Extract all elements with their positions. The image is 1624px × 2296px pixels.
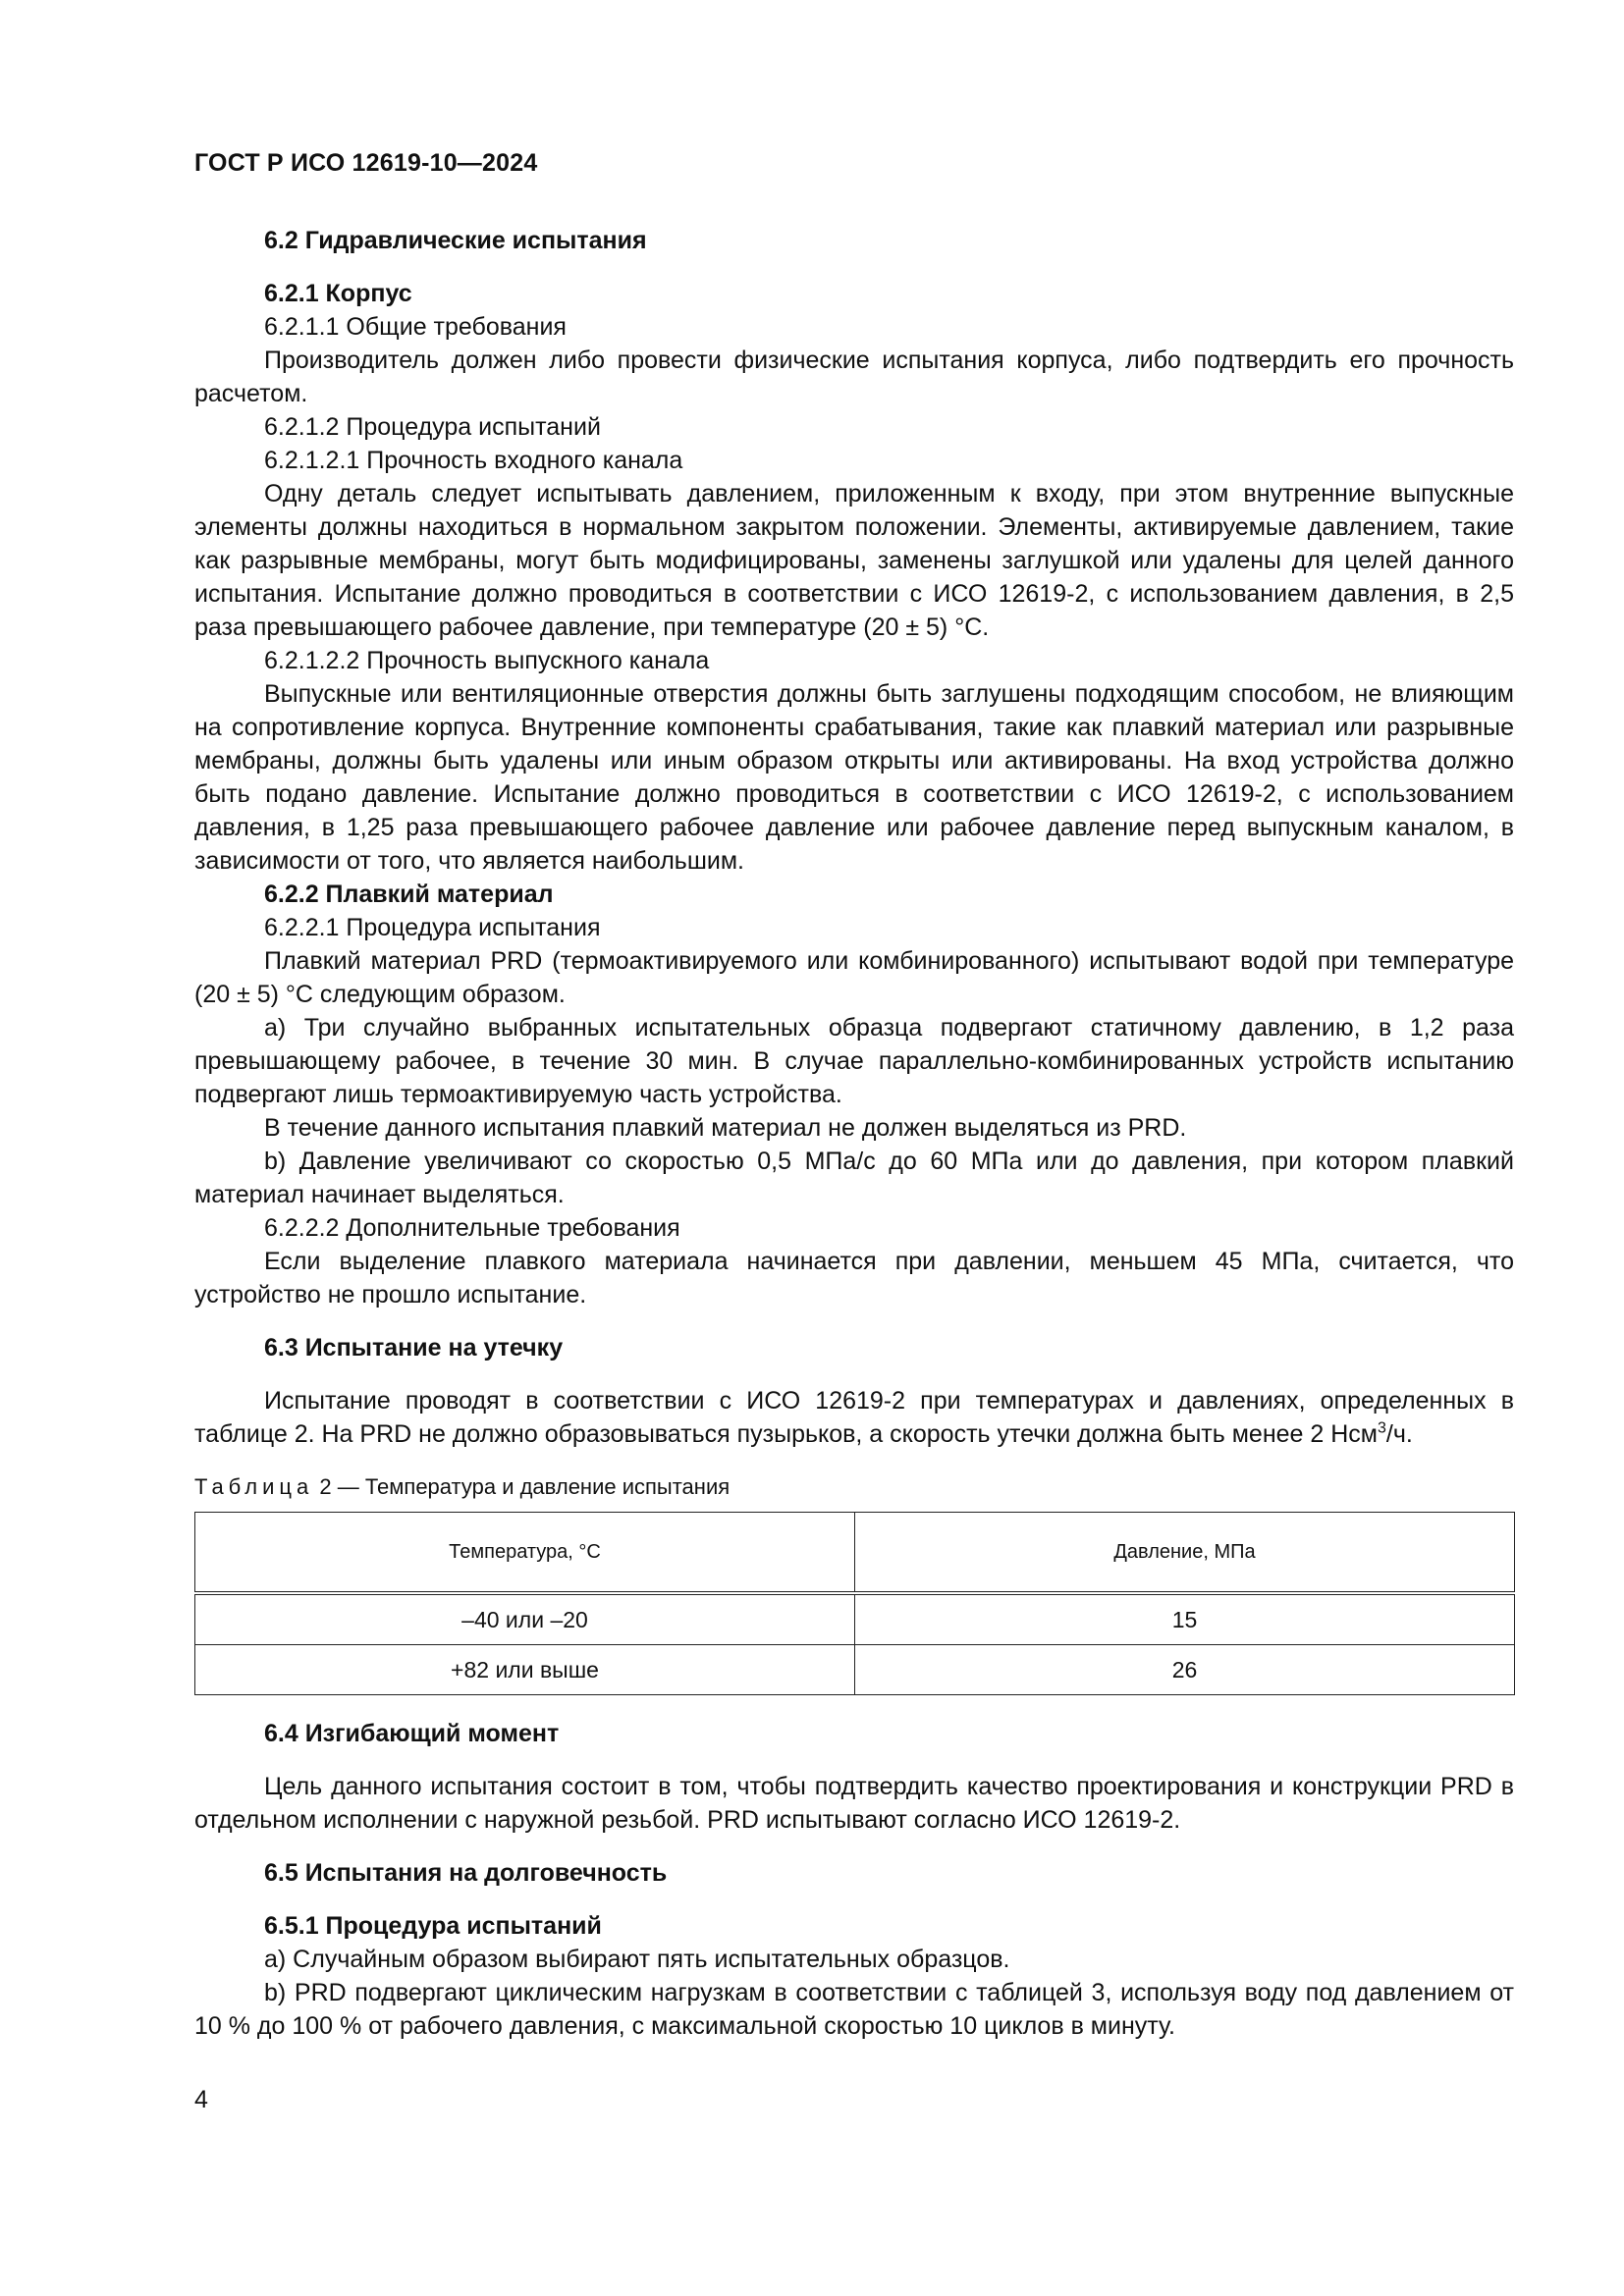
- paragraph-inlet-strength: Одну деталь следует испытывать давлением, приложенным к входу, при этом внутренние выпускные элементы должны находиться в нормальном закрытом положении. Элементы, активируемые давлением, такие как разрывные мембраны, могут быть модифицированы, заменены заглушкой или удалены для целей данного испытания. Испытание должно проводиться в соответствии с ИСО 12619-2, с использованием давления, в 2,5 раза превышающего рабочее давление, при температуре (20 ± 5) °С.: [194, 480, 1514, 641]
- list-item-b: b) Давление увеличивают со скоростью 0,5 МПа/с до 60 МПа или до давления, при котором плавкий материал начинает выделяться.: [194, 1148, 1514, 1208]
- table-cell-temperature: +82 или выше: [195, 1645, 855, 1695]
- table-row: [195, 1645, 1515, 1695]
- list-item-a: а) Три случайно выбранных испытательных образца подвергают статичному давлению, в 1,2 раза превышающему рабочее, в течение 30 мин. В случае параллельно-комбинированных устройств испытанию подвергают лишь термоактивируемую часть устройства.: [194, 1014, 1514, 1108]
- table-caption-text: 2 — Температура и давление испытания: [313, 1474, 731, 1499]
- list-item-a-durability: а) Случайным образом выбирают пять испытательных образцов.: [264, 1946, 1010, 1973]
- section-6-2-1-heading: 6.2.1 Корпус: [264, 280, 412, 307]
- subsection-6-2-1-1: 6.2.1.1 Общие требования: [264, 313, 567, 341]
- subsection-6-2-1-2-2: 6.2.1.2.2 Прочность выпускного канала: [264, 647, 710, 674]
- leak-test-text: Испытание проводят в соответствии с ИСО 12619-2 при температурах и давлениях, определенных в таблице 2. На PRD не должно образовываться пузырьков, а скорость утечки должна быть менее 2 Нсм: [194, 1387, 1514, 1448]
- subsection-6-2-2-1: 6.2.2.1 Процедура испытания: [264, 914, 601, 941]
- table-cell-pressure: 15: [855, 1593, 1515, 1645]
- table-cell-temperature: –40 или –20: [195, 1593, 855, 1645]
- table-2-caption: [194, 1472, 1514, 1502]
- document-code-header: ГОСТ Р ИСО 12619-10—2024: [194, 149, 538, 177]
- page-content: [194, 224, 1514, 2043]
- table-row: [195, 1593, 1515, 1645]
- superscript-three: 3: [1377, 1419, 1386, 1437]
- subsection-6-2-1-2-1: 6.2.1.2.1 Прочность входного канала: [264, 447, 683, 474]
- subsection-6-2-2-2: 6.2.2.2 Дополнительные требования: [264, 1214, 680, 1242]
- paragraph-general-requirements: Производитель должен либо провести физические испытания корпуса, либо подтвердить его прочность расчетом.: [194, 347, 1514, 407]
- page-number: 4: [194, 2086, 208, 2113]
- section-6-3-heading: 6.3 Испытание на утечку: [264, 1334, 564, 1362]
- table-cell-pressure: 26: [855, 1645, 1515, 1695]
- section-6-2-2-heading: 6.2.2 Плавкий материал: [264, 881, 554, 908]
- list-item-b-durability: b) PRD подвергают циклическим нагрузкам в соответствии с таблицей 3, используя воду под давлением от 10 % до 100 % от рабочего давления, с максимальной скоростью 10 циклов в минуту.: [194, 1979, 1514, 2040]
- paragraph-no-release: В течение данного испытания плавкий материал не должен выделяться из PRD.: [264, 1114, 1187, 1142]
- section-6-5-1-heading: 6.5.1 Процедура испытаний: [264, 1912, 602, 1940]
- leak-test-unit: /ч.: [1385, 1420, 1413, 1448]
- section-6-5-heading: 6.5 Испытания на долговечность: [264, 1859, 668, 1887]
- table-header-pressure: Давление, МПа: [855, 1513, 1515, 1594]
- section-6-2-heading: 6.2 Гидравлические испытания: [264, 227, 647, 254]
- subsection-6-2-1-2: 6.2.1.2 Процедура испытаний: [264, 413, 601, 441]
- section-6-4-heading: 6.4 Изгибающий момент: [264, 1720, 560, 1747]
- paragraph-bending-moment: Цель данного испытания состоит в том, чтобы подтвердить качество проектирования и конструкции PRD в отдельном исполнении с наружной резьбой. PRD испытывают согласно ИСО 12619-2.: [194, 1773, 1514, 1834]
- table-caption-label: Таблица: [194, 1474, 314, 1499]
- paragraph-additional-requirements: Если выделение плавкого материала начинается при давлении, меньшем 45 МПа, считается, что устройство не прошло испытание.: [194, 1248, 1514, 1308]
- paragraph-leak-test: [194, 1384, 1514, 1451]
- table-header-row: [195, 1513, 1515, 1594]
- table-header-temperature: Температура, °С: [195, 1513, 855, 1594]
- table-2: [194, 1512, 1515, 1695]
- paragraph-outlet-strength: Выпускные или вентиляционные отверстия должны быть заглушены подходящим способом, не влияющим на сопротивление корпуса. Внутренние компоненты срабатывания, такие как плавкий материал или разрывные мембраны, должны быть удалены или иным образом открыты или активированы. На вход устройства должно быть подано давление. Испытание должно проводиться в соответствии с ИСО 12619-2, с использованием давления, в 1,25 раза превышающего рабочее давление или рабочее давление перед выпускным каналом, в зависимости от того, что является наибольшим.: [194, 680, 1514, 875]
- paragraph-fusible-material: Плавкий материал PRD (термоактивируемого или комбинированного) испытывают водой при температуре (20 ± 5) °С следующим образом.: [194, 947, 1514, 1008]
